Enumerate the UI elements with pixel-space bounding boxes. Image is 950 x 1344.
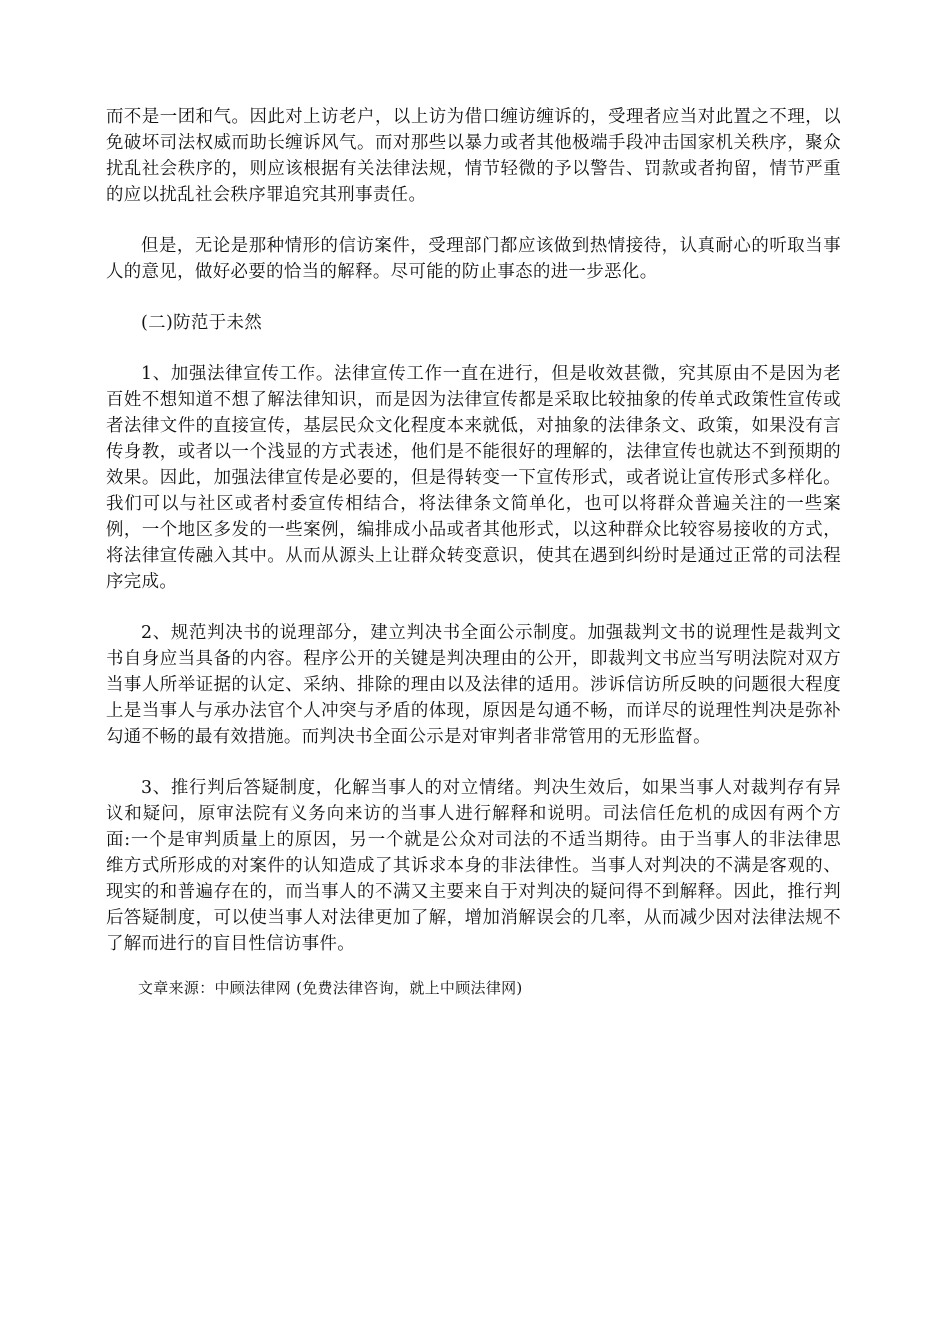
document-page [106,104,841,999]
paragraph-2: 但是，无论是那种情形的信访案件，受理部门都应该做到热情接待，认真耐心的听取当事人的意见，做好必要的恰当的解释。尽可能的防止事态的进一步恶化。 [106,236,841,282]
paragraph-1: 而不是一团和气。因此对上访老户，以上访为借口缠访缠诉的，受理者应当对此置之不理，以免破坏司法权威而助长缠诉风气。而对那些以暴力或者其他极端手段冲击国家机关秩序，聚众扰乱社会秩序的，则应该根据有关法律法规，情节轻微的予以警告、罚款或者拘留，情节严重的应以扰乱社会秩序罪追究其刑事责任。 [106,107,841,205]
paragraph-3: 1、加强法律宣传工作。法律宣传工作一直在进行，但是收效甚微，究其原由不是因为老百姓不想知道不想了解法律知识，而是因为法律宣传都是采取比较抽象的传单式政策性宣传或者法律文件的直接宣传，基层民众文化程度本来就低，对抽象的法律条文、政策，如果没有言传身教，或者以一个浅显的方式表述，他们是不能很好的理解的，法律宣传也就达不到预期的效果。因此，加强法律宣传是必要的，但是得转变一下宣传形式，或者说让宣传形式多样化。我们可以与社区或者村委宣传相结合，将法律条文简单化，也可以将群众普遍关注的一些案例，一个地区多发的一些案例，编排成小品或者其他形式，以这种群众比较容易接收的方式，将法律宣传融入其中。从而从源头上让群众转变意识，使其在遇到纠纷时是通过正常的司法程序完成。 [106,364,841,592]
paragraph-4: 2、规范判决书的说理部分，建立判决书全面公示制度。加强裁判文书的说理性是裁判文书自身应当具备的内容。程序公开的关键是判决理由的公开，即裁判文书应当写明法院对双方当事人所举证据的认定、采纳、排除的理由以及法律的适用。涉诉信访所反映的问题很大程度上是当事人与承办法官个人冲突与矛盾的体现，原因是勾通不畅，而详尽的说理性判决是弥补勾通不畅的最有效措施。而判决书全面公示是对审判者非常管用的无形监督。 [106,623,841,747]
section-heading: (二)防范于未然 [141,313,263,333]
paragraph-5: 3、推行判后答疑制度，化解当事人的对立情绪。判决生效后，如果当事人对裁判存有异议和疑问，原审法院有义务向来访的当事人进行解释和说明。司法信任危机的成因有两个方面:一个是审判质量上的原因，另一个就是公众对司法的不适当期待。由于当事人的非法律思维方式所形成的对案件的认知造成了其诉求本身的非法律性。当事人对判决的不满是客观的、现实的和普遍存在的，而当事人的不满又主要来自于对判决的疑问得不到解释。因此，推行判后答疑制度，可以使当事人对法律更加了解，增加消解误会的几率，从而减少因对法律法规不了解而进行的盲目性信访事件。 [106,778,841,954]
source-note: 文章来源：中顾法律网 (免费法律咨询，就上中顾法律网) [138,979,523,997]
